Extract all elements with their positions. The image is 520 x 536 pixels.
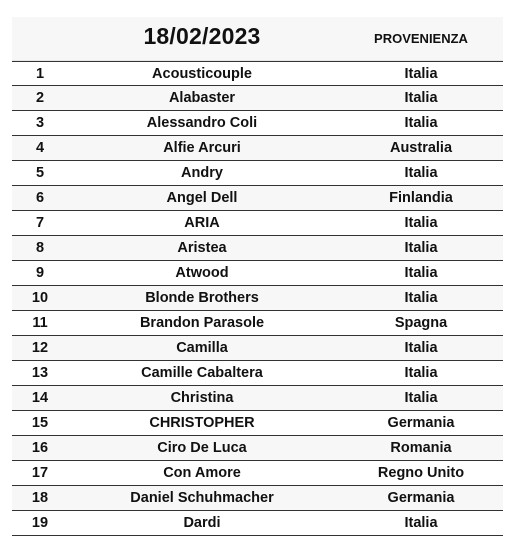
artist-name: Blonde Brothers (145, 290, 259, 306)
artist-name: Daniel Schuhmacher (130, 490, 274, 506)
row-number: 13 (31, 365, 49, 381)
artist-country: Spagna (394, 315, 448, 331)
table-body (12, 61, 503, 536)
artist-country: Australia (389, 140, 453, 156)
table-row (12, 486, 503, 511)
artist-name: Acousticouple (152, 66, 252, 82)
row-number: 12 (31, 340, 49, 356)
artist-name: Angel Dell (166, 190, 238, 206)
artist-country: Italia (404, 265, 438, 281)
provenance-column-header: PROVENIENZA (374, 31, 468, 46)
table-row (12, 211, 503, 236)
artist-name: Camille Cabaltera (141, 365, 263, 381)
artist-name: Ciro De Luca (157, 440, 247, 456)
artist-name: Alabaster (168, 90, 236, 106)
table-row (12, 261, 503, 286)
artist-country: Italia (404, 390, 438, 406)
artist-name: Alfie Arcuri (163, 140, 241, 156)
table-row (12, 311, 503, 336)
table-row (12, 161, 503, 186)
table-row (12, 86, 503, 111)
table-row (12, 411, 503, 436)
table-row (12, 336, 503, 361)
row-number: 3 (35, 115, 45, 131)
table-row (12, 61, 503, 86)
artist-country: Regno Unito (377, 465, 465, 481)
artist-country: Germania (387, 415, 455, 431)
artist-name: Atwood (175, 265, 229, 281)
row-number: 15 (31, 415, 49, 431)
artist-country: Italia (404, 515, 438, 531)
artist-name: Christina (170, 390, 234, 406)
artist-country: Italia (404, 240, 438, 256)
artist-country: Italia (404, 90, 438, 106)
table-row (12, 436, 503, 461)
row-number: 16 (31, 440, 49, 456)
row-number: 17 (31, 465, 49, 481)
table-row (12, 361, 503, 386)
row-number: 9 (35, 265, 45, 281)
row-number: 18 (31, 490, 49, 506)
row-number: 10 (31, 290, 49, 306)
artist-country: Romania (390, 440, 452, 456)
artist-name: Aristea (177, 240, 227, 256)
row-number: 8 (35, 240, 45, 256)
artist-name: Brandon Parasole (139, 315, 265, 331)
artist-country: Italia (404, 66, 438, 82)
row-number: 2 (35, 90, 45, 106)
artist-country: Germania (387, 490, 455, 506)
artist-name: Dardi (183, 515, 221, 531)
row-number: 11 (32, 315, 48, 331)
row-number: 19 (31, 515, 49, 531)
artist-country: Italia (404, 290, 438, 306)
artist-name: CHRISTOPHER (149, 415, 255, 431)
table-row (12, 386, 503, 411)
table-row (12, 111, 503, 136)
artist-country: Italia (404, 215, 438, 231)
row-number: 6 (35, 190, 45, 206)
artist-country: Italia (404, 165, 438, 181)
table-row (12, 461, 503, 486)
artist-country: Finlandia (389, 190, 453, 206)
artist-country: Italia (404, 340, 438, 356)
artist-name: Camilla (176, 340, 228, 356)
artist-country: Italia (404, 365, 438, 381)
table-row (12, 136, 503, 161)
table-row (12, 286, 503, 311)
date-heading: 18/02/2023 (143, 23, 261, 49)
table-header (12, 17, 503, 61)
row-number: 7 (35, 215, 45, 231)
artist-name: Andry (181, 165, 223, 181)
participants-table (12, 17, 503, 531)
row-number: 1 (35, 66, 45, 82)
row-number: 4 (35, 140, 45, 156)
artist-country: Italia (404, 115, 438, 131)
artist-name: ARIA (184, 215, 220, 231)
row-number: 14 (31, 390, 49, 406)
artist-name: Alessandro Coli (146, 115, 258, 131)
row-number: 5 (35, 165, 45, 181)
table-row (12, 236, 503, 261)
table-row (12, 186, 503, 211)
artist-name: Con Amore (163, 465, 241, 481)
table-row (12, 511, 503, 536)
